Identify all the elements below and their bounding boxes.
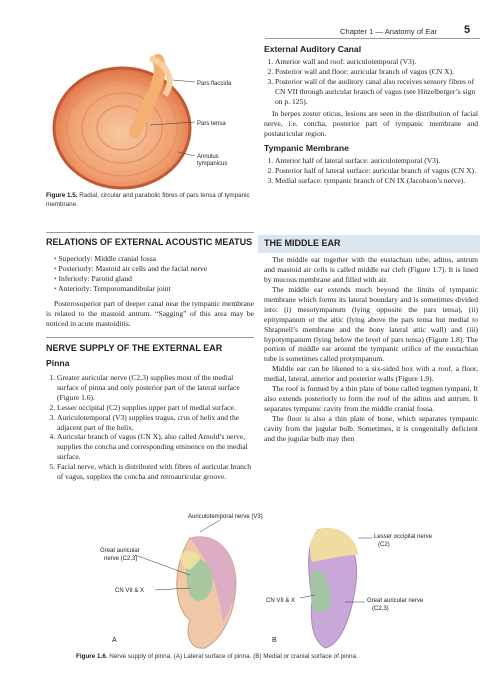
panel-a-label: A <box>112 637 117 644</box>
list-item: 2. Lesser occipital (C2) supplies upper part of medial surface. <box>57 403 254 413</box>
label-great-auricular-b-2: (C2,3) <box>372 606 389 612</box>
label-cn-a: CN VII & X <box>115 588 145 594</box>
left-column <box>46 232 254 482</box>
middle-ear-section <box>264 238 478 444</box>
page-number: 5 <box>464 24 471 36</box>
list-item: • Superiorly: Middle cranial fossa <box>54 253 157 263</box>
eac-heading: External Auditory Canal <box>264 44 362 54</box>
panel-b-label: B <box>272 637 277 644</box>
list-item: 3. Medial surface: tympanic branch of CN IX (Jacobson’s nerve). <box>275 176 478 186</box>
tympanic-membrane-illustration <box>40 40 265 190</box>
list-item: 1. Greater auricular nerve (C2,3) supplies most of the medial surface of pinna and only posterior part of the lateral surface (Figure 1.6). <box>57 373 254 403</box>
figure-1-5-caption <box>46 192 261 209</box>
header-rule <box>265 38 480 39</box>
list-item: • Posteriorly: Mastoid air cells and the facial nerve <box>54 263 208 273</box>
list-item: 3. Posterior wall of the auditory canal also receives sensory fibres of CN VII through auricular branch of vagus (see Hitzelberger’s sign on p. 125). <box>275 77 478 107</box>
list-item: • Inferiorly: Parotid gland <box>54 273 132 283</box>
label-tympanicus: tympanicus <box>197 161 228 167</box>
caption-label: Figure 1.5. <box>46 192 78 199</box>
label-pars-tensa: Pars tensa <box>197 121 226 127</box>
figure-1-6-caption <box>76 653 476 662</box>
label-lesser-occipital-2: (C2) <box>378 542 390 548</box>
label-great-auricular-b-1: Great auricular nerve <box>367 598 424 604</box>
list-item: 2. Posterior half of lateral surface: auricular branch of vagus (CN X). <box>275 166 478 176</box>
figure-1-5 <box>40 40 265 220</box>
list-item: 1. Anterior half of lateral surface: auriculotemporal (V3). <box>275 156 478 166</box>
list-item: 1. Anterior wall and roof: auriculotemporal (V3). <box>275 57 478 67</box>
panel-b-medial-pinna <box>309 528 358 648</box>
right-column <box>264 44 478 186</box>
panel-a-lateral-pinna <box>177 537 236 648</box>
relations-list <box>46 254 254 294</box>
pinna-list <box>46 373 254 482</box>
label-great-auricular-a-1: Great auricular <box>100 548 140 554</box>
label-cn-b: CN VII & X <box>266 598 296 604</box>
nerve-supply-heading: NERVE SUPPLY OF THE EXTERNAL EAR <box>46 342 223 353</box>
middle-ear-paragraph-1: The middle ear together with the eustachian tube, aditus, antrum and mastoid air cells is called middle ear cleft (Figure 1.7). It is lined by mucous membrane and filled with air. <box>264 254 478 284</box>
list-item: • Anteriorly: Temporomandibular joint <box>54 283 171 293</box>
eac-list <box>264 57 478 107</box>
label-great-auricular-a-2: nerve (C2,3) <box>104 556 138 562</box>
figure-1-6 <box>40 510 480 660</box>
middle-ear-paragraph-5: The floor is also a thin plate of bone, which separates tympanic cavity from the jugular bulb. Sometimes, it is congenitally deficient and the jugular bulb may then <box>264 414 478 444</box>
label-pars-flaccida: Pars flaccida <box>197 81 232 87</box>
label-auriculotemporal: Auriculotemporal nerve (V3) <box>188 514 263 520</box>
herpes-paragraph: In herpes zoster oticus, lesions are seen in the distribution of facial nerve, i.e. concha, posterior part of tympanic membrane and postauricular region. <box>264 109 478 139</box>
middle-ear-paragraph-4: The roof is formed by a thin plate of bone called tegmen tympani. It also extends posteriorly to form the roof of the aditus and antrum. It separates tympanic cavity from the middle cranial fossa. <box>264 384 478 414</box>
pinna-nerve-supply-illustration <box>40 510 480 650</box>
tm-list <box>264 156 478 186</box>
list-item: 3. Auriculotemporal (V3) supplies tragus, crus of helix and the adjacent part of the helix. <box>57 413 254 433</box>
tm-heading: Tympanic Membrane <box>264 142 349 153</box>
label-annulus: Annulus <box>197 154 219 160</box>
label-lesser-occipital-1: Lesser occipital nerve <box>374 534 433 540</box>
middle-ear-paragraph-3: Middle ear can be likened to a six-sided box with a roof, a floor, medial, lateral, anterior and posterior walls (Figure 1.9). <box>264 364 478 384</box>
caption-label: Figure 1.6. <box>76 653 108 660</box>
list-item: 4. Auricular branch of vagus (CN X), also called Arnold’s nerve, supplies the concha and corresponding eminence on the medial surface. <box>57 432 254 462</box>
middle-ear-heading: THE MIDDLE EAR <box>264 238 341 248</box>
caption-text: Nerve supply of pinna. (A) Lateral surface of pinna. (B) Medial or cranial surface of pinna. <box>109 653 358 660</box>
relations-paragraph: Posterosuperior part of deeper canal near the tympanic membrane is related to the mastoid antrum. “Sagging” of this area may be noticed in acute mastoiditis. <box>46 298 254 328</box>
running-header: Chapter 1 — Anatomy of Ear <box>340 27 438 36</box>
caption-text: Radial, circular and parabolic fibres of pars tensa of tympanic membrane. <box>46 192 250 208</box>
list-item: 2. Posterior wall and floor: auricular branch of vagus (CN X). <box>275 67 478 77</box>
list-item: 5. Facial nerve, which is distributed with fibres of auricular branch of vagus, supplies the concha and retroauricular groove. <box>57 462 254 482</box>
middle-ear-paragraph-2: The middle ear extends much beyond the limits of tympanic membrane which forms its lateral boundary and is sometimes divided into: (i) mesotympanum (lying opposite the pars tensa), (ii) epitympanum or the attic (lying above the pars tensa but medial to Shrapnell’s membrane and the bony lateral attic wall) and (iii) hypotympanum (lying below the level of pars tensa) (Figure 1.8). The portion of middle ear around the tympanic orifice of the eustachian tube is sometimes called protympanum. <box>264 284 478 364</box>
pinna-heading: Pinna <box>46 358 70 369</box>
relations-heading: RELATIONS OF EXTERNAL ACOUSTIC MEATUS <box>46 237 253 247</box>
